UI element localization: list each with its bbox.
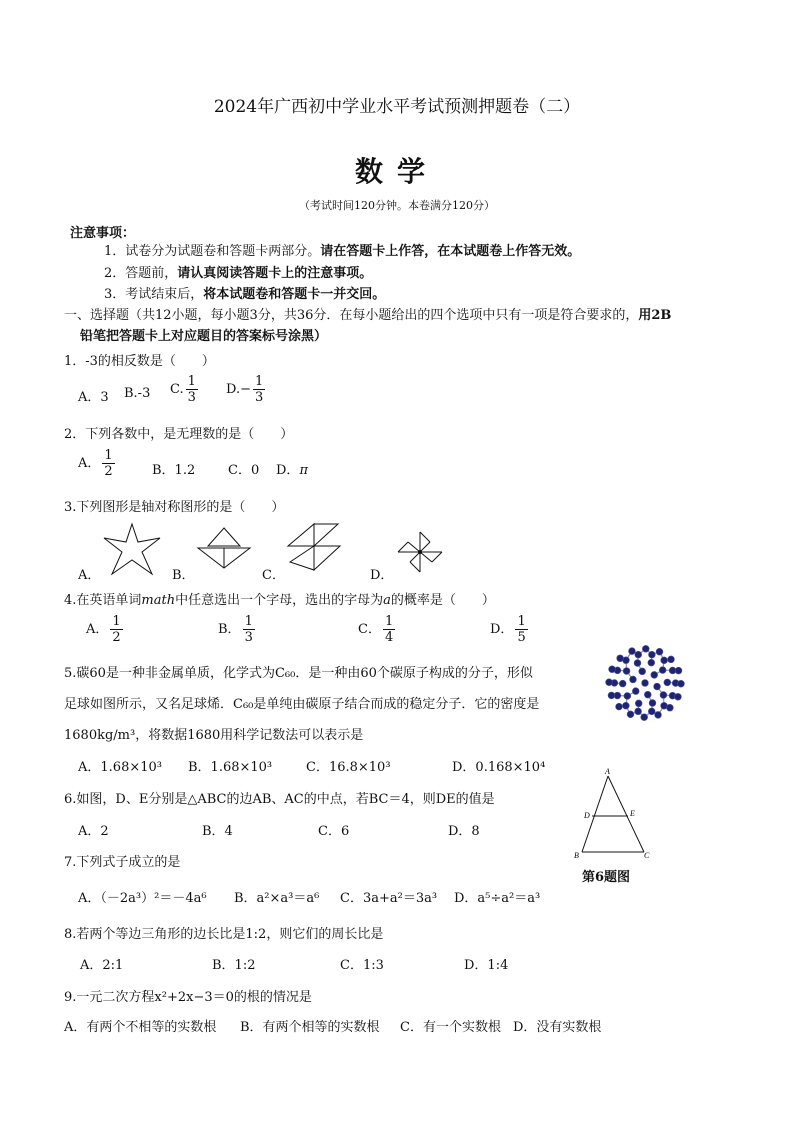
q7-option-b: B．a²×a³＝a⁶ xyxy=(234,891,320,906)
carbon-atom xyxy=(627,711,634,718)
q8-option-d: D．1:4 xyxy=(464,958,509,973)
q9-option-d: D．没有实数根 xyxy=(513,1020,602,1035)
q4-option-c: C． $\frac{1}{4}$ xyxy=(358,614,394,645)
carbon-atom xyxy=(644,691,651,698)
carbon-atom xyxy=(608,692,615,699)
q5-line1: 5.碳60是一种非金属单质，化学式为C₆₀．是一种由60个碳原子构成的分子，形似 xyxy=(64,666,533,681)
q5-line3: 1680kg/m³，将数据1680用科学记数法可以表示是 xyxy=(64,728,364,743)
q6-option-d: D．8 xyxy=(448,824,480,839)
q9-option-c: C．有一个实数根 xyxy=(400,1020,501,1035)
q7-option-a: A．（－2a³）²＝－4a⁶ xyxy=(78,891,207,906)
carbon-atom xyxy=(635,700,642,707)
paper-title: 2024年广西初中学业水平考试预测押题卷（二） xyxy=(213,97,581,117)
carbon-atom xyxy=(654,683,661,690)
notice-item-1: 1．试卷分为试题卷和答题卡两部分。请在答题卡上作答，在本试题卷上作答无效。 xyxy=(104,244,581,259)
q3-option-c: C． xyxy=(262,568,285,583)
q3-option-d: D． xyxy=(370,568,394,583)
q6-point-e: E xyxy=(630,809,635,818)
carbon-atom xyxy=(668,656,675,663)
q6-point-b: B xyxy=(574,851,579,860)
q5-line2: 足球如图所示，又名足球烯．C₆₀是单纯由碳原子结合而成的稳定分子．它的密度是 xyxy=(64,697,540,712)
q1-option-b: B.-3 xyxy=(124,386,151,401)
section1-intro: 一、选择题（共12小题，每小题3分，共36分．在每小题给出的四个选项中只有一项是符合要求的，用2B xyxy=(64,308,672,323)
fullerene-molecule-image xyxy=(604,644,686,722)
carbon-atom xyxy=(660,692,667,699)
q8-stem: 8.若两个等边三角形的边长比是1:2，则它们的周长比是 xyxy=(64,927,384,942)
q9-stem: 9.一元二次方程x²+2x−3＝0的根的情况是 xyxy=(64,990,312,1005)
q4-stem: 4.在英语单词math中任意选出一个字母，选出的字母为a的概率是（ ） xyxy=(64,593,495,608)
carbon-atom xyxy=(648,708,655,715)
q7-option-d: D．a⁵÷a²＝a³ xyxy=(454,891,541,906)
carbon-atom xyxy=(649,700,656,707)
carbon-atom xyxy=(661,657,668,664)
notice-item-2: 2．答题前，请认真阅读答题卡上的注意事项。 xyxy=(104,266,373,281)
q6-option-a: A．2 xyxy=(78,824,109,839)
q8-option-b: B．1:2 xyxy=(212,958,256,973)
carbon-atom xyxy=(655,711,662,718)
exam-info: （考试时间120分钟。本卷满分120分） xyxy=(299,199,495,212)
q3-figure-d xyxy=(396,530,444,574)
q3-figure-b xyxy=(196,526,252,570)
q7-option-c: C．3a+a²＝3a³ xyxy=(340,891,438,906)
q1-option-c: C. $\frac{1}{3}$ xyxy=(170,374,196,405)
q4-option-a: A． $\frac{1}{2}$ xyxy=(86,614,121,645)
carbon-atom xyxy=(648,651,655,658)
carbon-atom xyxy=(617,655,624,662)
q2-option-a: A． $\frac{1}{2}$ xyxy=(78,448,113,479)
carbon-atom xyxy=(664,679,671,686)
carbon-atom xyxy=(619,680,626,687)
q6-option-b: B．4 xyxy=(202,824,233,839)
notice-heading: 注意事项： xyxy=(70,226,136,241)
q6-figure-caption: 第6题图 xyxy=(582,870,631,885)
q7-stem: 7.下列式子成立的是 xyxy=(64,855,181,870)
carbon-atom xyxy=(675,693,682,700)
q1-option-a: A．3 xyxy=(78,390,109,405)
carbon-atom xyxy=(606,679,613,686)
q2-option-d: D．π xyxy=(276,463,308,478)
q2-option-b: B．1.2 xyxy=(152,463,196,478)
carbon-atom xyxy=(666,704,673,711)
q6-triangle-figure xyxy=(572,766,656,860)
q4-option-d: D． $\frac{1}{5}$ xyxy=(490,614,526,645)
q8-option-a: A．2:1 xyxy=(80,958,124,973)
q3-option-b: B． xyxy=(172,568,195,583)
carbon-atom xyxy=(622,702,629,709)
carbon-atom xyxy=(616,703,623,710)
carbon-atom xyxy=(648,659,655,666)
carbon-atom xyxy=(651,671,658,678)
carbon-atom xyxy=(629,648,636,655)
carbon-atom xyxy=(623,668,630,675)
q6-stem: 6.如图，D、E分别是△ABC的边AB、AC的中点，若BC＝4，则DE的值是 xyxy=(64,792,495,807)
carbon-atom xyxy=(624,693,631,700)
q5-option-d: D．0.168×10⁴ xyxy=(452,760,546,775)
q6-point-c: C xyxy=(644,851,650,860)
q9-option-a: A．有两个不相等的实数根 xyxy=(64,1020,217,1035)
q3-figure-c xyxy=(286,522,342,572)
q3-stem: 3.下列图形是轴对称图形的是（ ） xyxy=(64,500,285,515)
notice-item-3: 3．考试结束后，将本试题卷和答题卡一并交回。 xyxy=(104,287,386,302)
carbon-atom xyxy=(632,688,639,695)
carbon-atom xyxy=(659,667,666,674)
q5-option-b: B．1.68×10³ xyxy=(188,760,273,775)
q2-stem: 2．下列各数中，是无理数的是（ ） xyxy=(64,427,294,442)
carbon-atom xyxy=(656,648,663,655)
carbon-atom xyxy=(675,667,682,674)
subject-title: 数学 xyxy=(354,155,439,188)
carbon-atom xyxy=(630,676,637,683)
carbon-atom xyxy=(609,666,616,673)
q1-stem: 1．-3的相反数是（ ） xyxy=(64,354,215,369)
carbon-atom xyxy=(635,708,642,715)
q5-option-c: C．16.8×10³ xyxy=(306,760,391,775)
carbon-atom xyxy=(639,668,646,675)
q4-option-b: B． $\frac{1}{3}$ xyxy=(218,614,253,645)
carbon-atom xyxy=(635,651,642,658)
carbon-atom xyxy=(642,680,649,687)
q2-option-c: C．0 xyxy=(228,463,260,478)
carbon-atom xyxy=(641,714,648,721)
q9-option-b: B．有两个相等的实数根 xyxy=(240,1020,380,1035)
carbon-atom xyxy=(678,680,685,687)
q5-option-a: A．1.68×10³ xyxy=(78,760,162,775)
q3-option-a: A． xyxy=(78,568,101,583)
q8-option-c: C．1:3 xyxy=(340,958,384,973)
section1-intro-line2: 铅笔把答题卡上对应题目的答案标号涂黑） xyxy=(80,329,328,344)
q6-point-d: D xyxy=(584,811,590,820)
q6-point-a: A xyxy=(605,767,610,776)
q3-figure-a xyxy=(102,522,162,576)
q1-option-d: D.− $\frac{1}{3}$ xyxy=(226,374,264,405)
carbon-atom xyxy=(642,645,649,652)
carbon-atom xyxy=(634,660,641,667)
q6-option-c: C．6 xyxy=(318,824,350,839)
